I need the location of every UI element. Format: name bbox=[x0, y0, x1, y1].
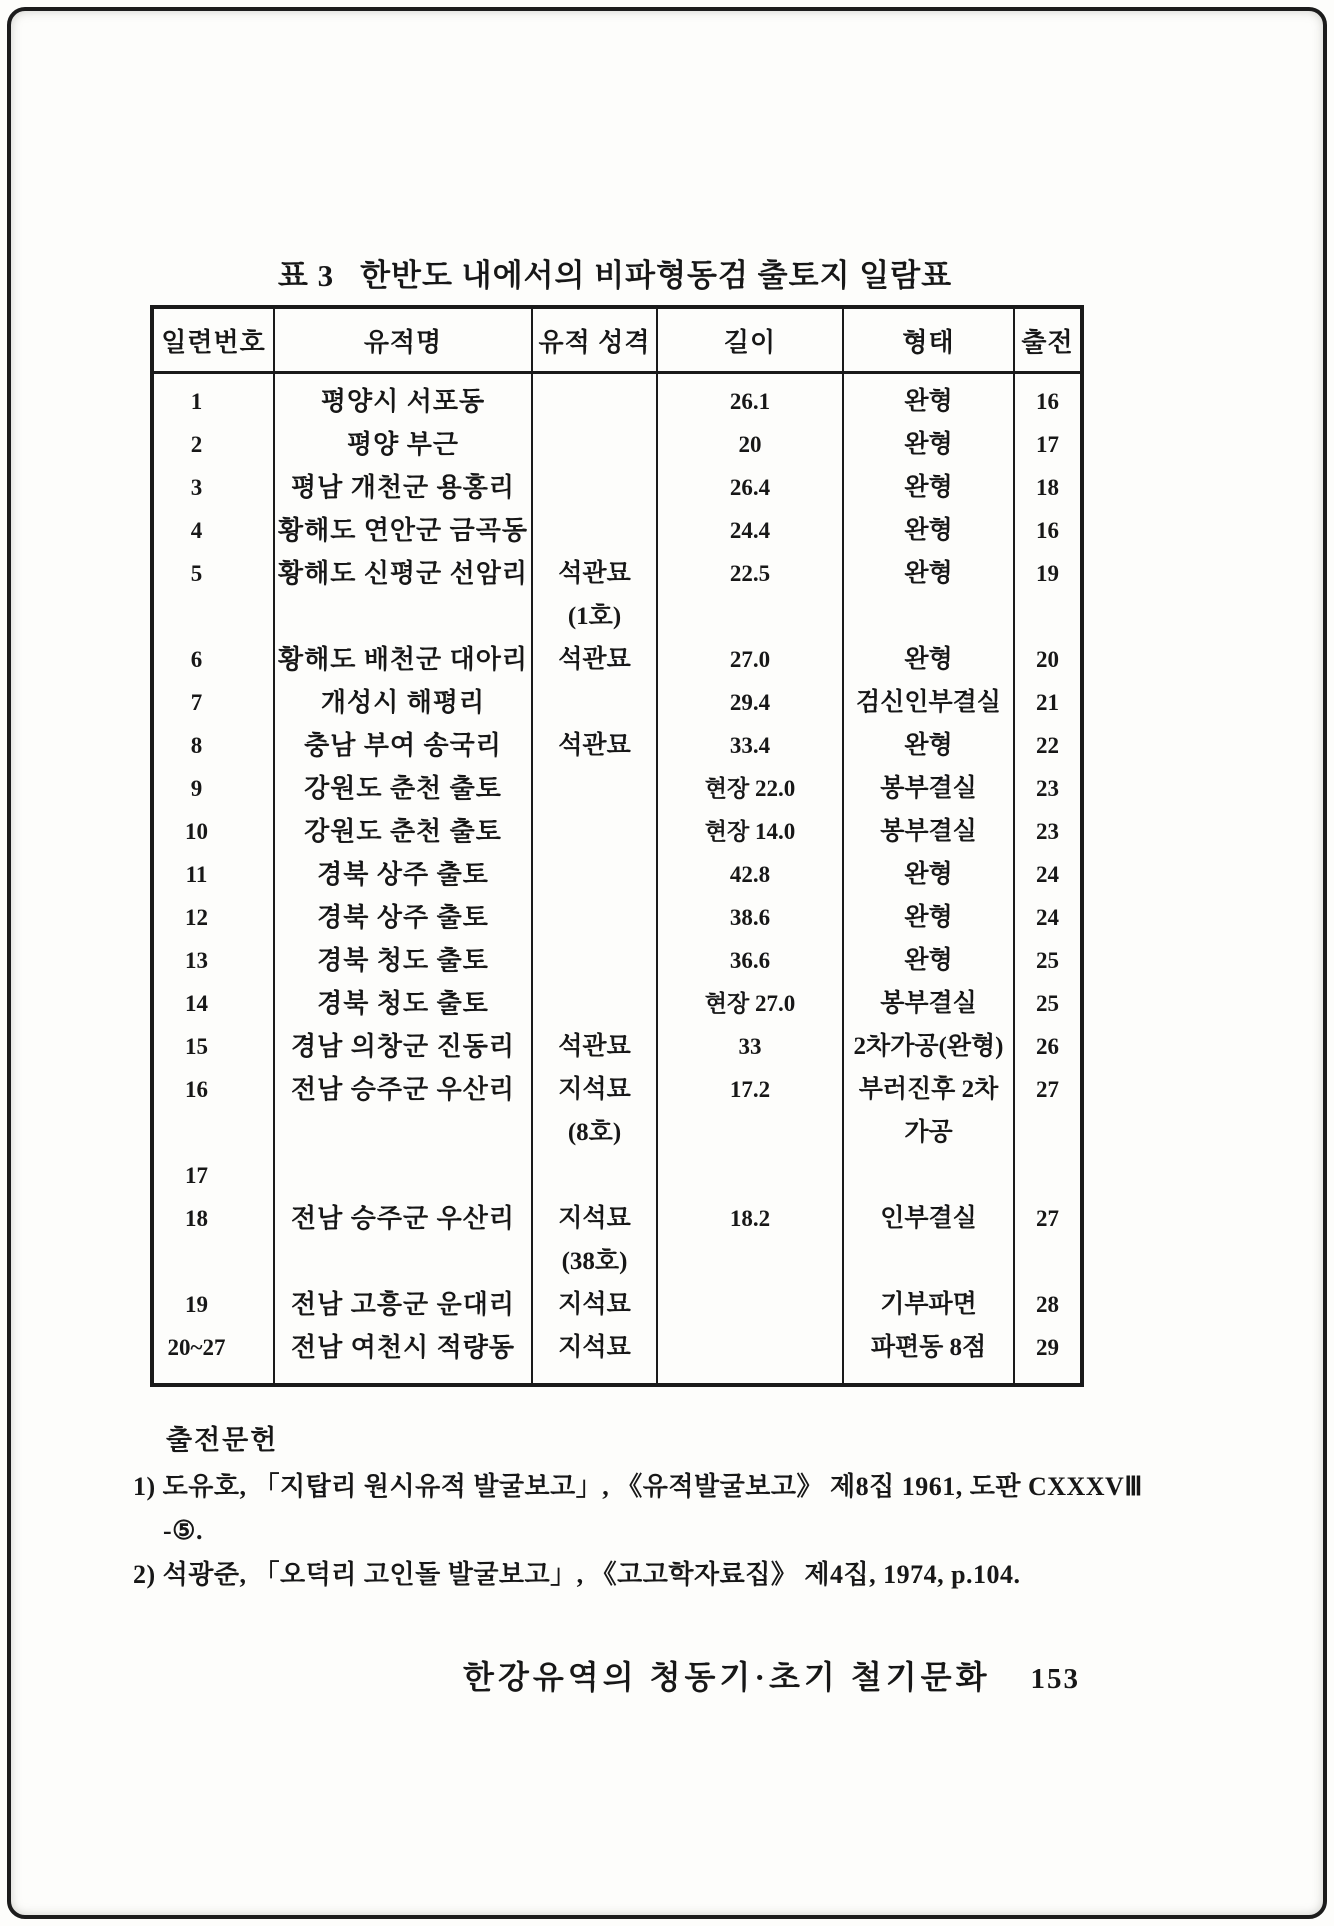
cell-source bbox=[1014, 1068, 1082, 1154]
cell-shape bbox=[843, 1068, 1014, 1154]
cell-source bbox=[1014, 423, 1082, 466]
cell-character bbox=[532, 853, 657, 896]
table-row bbox=[152, 724, 1082, 767]
cell-line: 19 bbox=[1036, 561, 1059, 586]
table-row bbox=[152, 1025, 1082, 1068]
cell-shape bbox=[843, 1197, 1014, 1283]
cell-line bbox=[658, 1154, 842, 1197]
cell-source bbox=[1014, 853, 1082, 896]
cell-line: 완형 bbox=[904, 517, 953, 544]
cell-no bbox=[152, 1197, 274, 1283]
cell-line: 황해도 신평군 선암리 bbox=[277, 559, 529, 588]
cell-line: 17.2 bbox=[729, 1077, 771, 1102]
cell-line: 완형 bbox=[904, 388, 953, 415]
cell-no bbox=[152, 466, 274, 509]
cell-no bbox=[152, 373, 274, 424]
cell-line: 파편동 8점 bbox=[870, 1334, 987, 1361]
cell-no bbox=[152, 423, 274, 466]
cell-line bbox=[275, 1111, 531, 1154]
cell-line: 충남 부여 송국리 bbox=[304, 731, 502, 760]
cell-shape bbox=[843, 1283, 1014, 1326]
page-footer bbox=[150, 1652, 1080, 1698]
cell-line: 기부파면 bbox=[880, 1291, 977, 1318]
cell-line: 29 bbox=[1036, 1335, 1059, 1360]
cell-shape bbox=[843, 982, 1014, 1025]
cell-site bbox=[274, 896, 532, 939]
cell-line bbox=[1015, 595, 1080, 638]
table-row bbox=[152, 423, 1082, 466]
cell-line bbox=[533, 466, 656, 509]
cell-line: 4 bbox=[190, 518, 203, 543]
cell-length bbox=[657, 423, 843, 466]
table-row bbox=[152, 810, 1082, 853]
table-header bbox=[152, 307, 1082, 373]
cell-character bbox=[532, 767, 657, 810]
table-title bbox=[150, 250, 1080, 295]
cell-shape bbox=[843, 939, 1014, 982]
cell-line: 11 bbox=[185, 862, 208, 887]
cell-character bbox=[532, 1283, 657, 1326]
cell-line: 석관묘 bbox=[558, 560, 631, 587]
cell-line: 완형 bbox=[904, 474, 953, 501]
cell-no bbox=[152, 509, 274, 552]
cell-line: 2차가공(완형) bbox=[853, 1033, 1004, 1060]
cell-line: 검신인부결실 bbox=[856, 689, 1001, 716]
cell-length bbox=[657, 1197, 843, 1283]
table-body bbox=[152, 373, 1082, 1386]
cell-character bbox=[532, 466, 657, 509]
cell-character bbox=[532, 638, 657, 681]
cell-line: 경북 청도 출토 bbox=[317, 989, 489, 1018]
cell-length bbox=[657, 1326, 843, 1385]
cell-site bbox=[274, 1283, 532, 1326]
column-header: 길이 bbox=[657, 307, 843, 373]
cell-source bbox=[1014, 810, 1082, 853]
running-title: 한강유역의 청동기·초기 철기문화 bbox=[463, 1659, 991, 1695]
cell-line: 8 bbox=[190, 733, 203, 758]
cell-site bbox=[274, 509, 532, 552]
cell-line: 전남 고흥군 운대리 bbox=[291, 1290, 515, 1319]
cell-line: 완형 bbox=[904, 646, 953, 673]
cell-line bbox=[658, 1240, 842, 1283]
cell-shape bbox=[843, 638, 1014, 681]
cell-length bbox=[657, 853, 843, 896]
cell-character bbox=[532, 1154, 657, 1197]
cell-line: 6 bbox=[190, 647, 203, 672]
cell-line: 강원도 춘천 출토 bbox=[304, 774, 502, 803]
cell-line bbox=[533, 896, 656, 939]
cell-line: 17 bbox=[1036, 432, 1059, 457]
cell-no bbox=[152, 1154, 274, 1197]
cell-no bbox=[152, 982, 274, 1025]
cell-source bbox=[1014, 681, 1082, 724]
references-heading: 출전문헌 bbox=[166, 1425, 279, 1455]
cell-line bbox=[844, 595, 1013, 638]
cell-line: 24 bbox=[1036, 905, 1059, 930]
cell-line: 22 bbox=[1036, 733, 1059, 758]
cell-site bbox=[274, 982, 532, 1025]
cell-site bbox=[274, 767, 532, 810]
cell-length bbox=[657, 939, 843, 982]
cell-line: 33.4 bbox=[729, 733, 771, 758]
cell-line: 26 bbox=[1036, 1034, 1059, 1059]
cell-site bbox=[274, 724, 532, 767]
cell-line: 경남 의창군 진동리 bbox=[291, 1032, 515, 1061]
cell-shape bbox=[843, 373, 1014, 424]
cell-site bbox=[274, 1068, 532, 1154]
cell-shape bbox=[843, 724, 1014, 767]
cell-no bbox=[152, 1068, 274, 1154]
cell-line: 전남 승주군 우산리 bbox=[291, 1204, 515, 1233]
cell-no bbox=[152, 552, 274, 638]
cell-no bbox=[152, 853, 274, 896]
cell-line: (8호) bbox=[567, 1119, 622, 1146]
page-number: 153 bbox=[1030, 1663, 1080, 1695]
cell-line: 부러진후 2차 bbox=[858, 1076, 999, 1103]
cell-length bbox=[657, 1025, 843, 1068]
cell-line: 38.6 bbox=[729, 905, 771, 930]
cell-source bbox=[1014, 939, 1082, 982]
cell-line: 경북 상주 출토 bbox=[317, 903, 489, 932]
cell-line: 9 bbox=[190, 776, 203, 801]
cell-line: 석관묘 bbox=[558, 646, 631, 673]
cell-length bbox=[657, 767, 843, 810]
cell-source bbox=[1014, 1154, 1082, 1197]
cell-line: 완형 bbox=[904, 431, 953, 458]
cell-line: 전남 여천시 적량동 bbox=[291, 1333, 515, 1362]
cell-site bbox=[274, 373, 532, 424]
cell-line bbox=[533, 380, 656, 423]
cell-line: 경북 청도 출토 bbox=[317, 946, 489, 975]
cell-length bbox=[657, 982, 843, 1025]
cell-line: 18 bbox=[185, 1206, 208, 1231]
cell-length bbox=[657, 1154, 843, 1197]
table-row bbox=[152, 896, 1082, 939]
cell-line: 20 bbox=[1036, 647, 1059, 672]
cell-length bbox=[657, 1068, 843, 1154]
cell-source bbox=[1014, 466, 1082, 509]
cell-line: 17 bbox=[185, 1163, 208, 1188]
cell-line: 경북 상주 출토 bbox=[317, 860, 489, 889]
cell-line: 황해도 연안군 금곡동 bbox=[277, 516, 529, 545]
cell-line: 24.4 bbox=[729, 518, 771, 543]
cell-no bbox=[152, 896, 274, 939]
cell-line bbox=[658, 595, 842, 638]
cell-length bbox=[657, 509, 843, 552]
cell-line: 가공 bbox=[904, 1119, 953, 1146]
cell-line: 현장 27.0 bbox=[704, 991, 796, 1016]
cell-line: 22.5 bbox=[729, 561, 771, 586]
cell-length bbox=[657, 373, 843, 424]
cell-line: 16 bbox=[185, 1077, 208, 1102]
cell-line: 2 bbox=[190, 432, 203, 457]
cell-line bbox=[1015, 1154, 1080, 1197]
cell-line bbox=[844, 1154, 1013, 1197]
reference-line: -⑤. bbox=[163, 1516, 203, 1545]
cell-shape bbox=[843, 853, 1014, 896]
cell-line: 지석묘 bbox=[558, 1334, 631, 1361]
column-header: 형태 bbox=[843, 307, 1014, 373]
table-row bbox=[152, 982, 1082, 1025]
cell-line: 16 bbox=[1036, 389, 1059, 414]
cell-line: 지석묘 bbox=[558, 1205, 631, 1232]
table-title-text: 한반도 내에서의 비파형동검 출토지 일람표 bbox=[360, 258, 953, 293]
cell-line: 21 bbox=[1036, 690, 1059, 715]
cell-line: 23 bbox=[1036, 776, 1059, 801]
cell-source bbox=[1014, 1326, 1082, 1385]
cell-source bbox=[1014, 1283, 1082, 1326]
cell-character bbox=[532, 896, 657, 939]
cell-line bbox=[844, 1240, 1013, 1283]
cell-character bbox=[532, 1068, 657, 1154]
cell-line bbox=[658, 1111, 842, 1154]
table-row bbox=[152, 1068, 1082, 1154]
cell-character bbox=[532, 373, 657, 424]
cell-line bbox=[1015, 1111, 1080, 1154]
cell-line: 26.4 bbox=[729, 475, 771, 500]
cell-shape bbox=[843, 810, 1014, 853]
cell-source bbox=[1014, 767, 1082, 810]
table-row bbox=[152, 466, 1082, 509]
cell-no bbox=[152, 681, 274, 724]
table-row bbox=[152, 1154, 1082, 1197]
cell-character bbox=[532, 982, 657, 1025]
cell-line bbox=[658, 1283, 842, 1326]
cell-site bbox=[274, 423, 532, 466]
cell-length bbox=[657, 896, 843, 939]
cell-site bbox=[274, 681, 532, 724]
cell-line: 강원도 춘천 출토 bbox=[304, 817, 502, 846]
cell-line bbox=[533, 681, 656, 724]
cell-no bbox=[152, 724, 274, 767]
cell-shape bbox=[843, 1025, 1014, 1068]
cell-line: 완형 bbox=[904, 560, 953, 587]
cell-character bbox=[532, 552, 657, 638]
cell-line: (1호) bbox=[567, 603, 622, 630]
cell-source bbox=[1014, 552, 1082, 638]
cell-line bbox=[154, 1111, 273, 1154]
cell-no bbox=[152, 810, 274, 853]
cell-line: 인부결실 bbox=[880, 1205, 977, 1232]
cell-line: 24 bbox=[1036, 862, 1059, 887]
cell-length bbox=[657, 552, 843, 638]
cell-line: 18 bbox=[1036, 475, 1059, 500]
cell-site bbox=[274, 466, 532, 509]
cell-line: 18.2 bbox=[729, 1206, 771, 1231]
table-row bbox=[152, 939, 1082, 982]
cell-line: 평양시 서포동 bbox=[320, 387, 486, 416]
cell-line: 10 bbox=[185, 819, 208, 844]
cell-length bbox=[657, 681, 843, 724]
cell-line: 현장 22.0 bbox=[704, 776, 796, 801]
cell-line bbox=[1015, 1240, 1080, 1283]
cell-source bbox=[1014, 638, 1082, 681]
cell-line: 평양 부근 bbox=[347, 430, 459, 459]
cell-line: 25 bbox=[1036, 991, 1059, 1016]
table-row bbox=[152, 853, 1082, 896]
cell-character bbox=[532, 810, 657, 853]
cell-line: 전남 승주군 우산리 bbox=[291, 1075, 515, 1104]
cell-character bbox=[532, 1326, 657, 1385]
cell-character bbox=[532, 1025, 657, 1068]
cell-line bbox=[533, 810, 656, 853]
cell-site bbox=[274, 1154, 532, 1197]
cell-line: 현장 14.0 bbox=[704, 819, 796, 844]
cell-length bbox=[657, 638, 843, 681]
table-number-label: 표 3 bbox=[277, 258, 335, 293]
cell-line: 완형 bbox=[904, 904, 953, 931]
cell-line bbox=[533, 767, 656, 810]
cell-no bbox=[152, 767, 274, 810]
cell-line bbox=[533, 939, 656, 982]
cell-shape bbox=[843, 552, 1014, 638]
cell-line: 1 bbox=[190, 389, 203, 414]
cell-source bbox=[1014, 724, 1082, 767]
cell-line: 20 bbox=[738, 432, 762, 457]
cell-line: 36.6 bbox=[729, 948, 771, 973]
cell-shape bbox=[843, 896, 1014, 939]
cell-site bbox=[274, 810, 532, 853]
cell-character bbox=[532, 681, 657, 724]
cell-line: 석관묘 bbox=[558, 1033, 631, 1060]
cell-line: 봉부결실 bbox=[880, 775, 977, 802]
cell-line bbox=[533, 423, 656, 466]
cell-shape bbox=[843, 681, 1014, 724]
references-section bbox=[133, 1465, 1143, 1597]
cell-no bbox=[152, 939, 274, 982]
cell-site bbox=[274, 638, 532, 681]
cell-no bbox=[152, 1283, 274, 1326]
column-header: 출전 bbox=[1014, 307, 1082, 373]
column-header: 유적 성격 bbox=[532, 307, 657, 373]
reference-line: 1) 도유호, 「지탑리 원시유적 발굴보고」, 《유적발굴보고》 제8집 1961, 도판 CXXXVⅢ bbox=[133, 1472, 1143, 1501]
cell-line: 지석묘 bbox=[558, 1076, 631, 1103]
table-row bbox=[152, 552, 1082, 638]
cell-line: 19 bbox=[185, 1292, 208, 1317]
cell-line: 지석묘 bbox=[558, 1291, 631, 1318]
cell-character bbox=[532, 939, 657, 982]
cell-line bbox=[533, 1154, 656, 1197]
cell-length bbox=[657, 466, 843, 509]
cell-line: 7 bbox=[190, 690, 203, 715]
cell-no bbox=[152, 1025, 274, 1068]
cell-line: 봉부결실 bbox=[880, 990, 977, 1017]
cell-line: 27.0 bbox=[729, 647, 771, 672]
cell-character bbox=[532, 724, 657, 767]
cell-line bbox=[275, 595, 531, 638]
table-row bbox=[152, 373, 1082, 424]
cell-shape bbox=[843, 466, 1014, 509]
table-header-row bbox=[152, 307, 1082, 373]
cell-source bbox=[1014, 1025, 1082, 1068]
cell-line: 28 bbox=[1036, 1292, 1059, 1317]
cell-shape bbox=[843, 1326, 1014, 1385]
cell-source bbox=[1014, 1197, 1082, 1283]
table-row bbox=[152, 1197, 1082, 1283]
table-row bbox=[152, 509, 1082, 552]
cell-site bbox=[274, 939, 532, 982]
cell-line bbox=[275, 1154, 531, 1197]
cell-site bbox=[274, 1197, 532, 1283]
cell-line: 42.8 bbox=[729, 862, 771, 887]
cell-line: 15 bbox=[185, 1034, 208, 1059]
cell-line: 25 bbox=[1036, 948, 1059, 973]
cell-line: 12 bbox=[185, 905, 208, 930]
cell-line: 석관묘 bbox=[558, 732, 631, 759]
cell-source bbox=[1014, 896, 1082, 939]
cell-line: (38호) bbox=[561, 1248, 628, 1275]
cell-line: 개성시 해평리 bbox=[320, 688, 486, 717]
cell-line: 26.1 bbox=[729, 389, 771, 414]
cell-line: 27 bbox=[1036, 1077, 1059, 1102]
cell-line bbox=[533, 853, 656, 896]
cell-line: 완형 bbox=[904, 947, 953, 974]
cell-shape bbox=[843, 767, 1014, 810]
cell-line: 봉부결실 bbox=[880, 818, 977, 845]
cell-source bbox=[1014, 982, 1082, 1025]
cell-line: 황해도 배천군 대아리 bbox=[277, 645, 529, 674]
cell-line bbox=[275, 1240, 531, 1283]
cell-site bbox=[274, 1326, 532, 1385]
cell-site bbox=[274, 552, 532, 638]
cell-line: 13 bbox=[185, 948, 208, 973]
cell-site bbox=[274, 1025, 532, 1068]
table-row bbox=[152, 1326, 1082, 1385]
cell-source bbox=[1014, 509, 1082, 552]
cell-line: 29.4 bbox=[729, 690, 771, 715]
cell-no bbox=[152, 638, 274, 681]
cell-source bbox=[1014, 373, 1082, 424]
cell-line: 23 bbox=[1036, 819, 1059, 844]
cell-line: 완형 bbox=[904, 732, 953, 759]
cell-shape bbox=[843, 1154, 1014, 1197]
column-header: 유적명 bbox=[274, 307, 532, 373]
cell-length bbox=[657, 724, 843, 767]
cell-line: 20~27 bbox=[167, 1335, 226, 1360]
reference-line: 2) 석광준, 「오덕리 고인돌 발굴보고」, 《고고학자료집》 제4집, 1974, p.104. bbox=[133, 1560, 1021, 1589]
cell-line: 평남 개천군 용홍리 bbox=[291, 473, 515, 502]
cell-site bbox=[274, 853, 532, 896]
cell-no bbox=[152, 1326, 274, 1385]
bronze-dagger-sites-table bbox=[150, 305, 1084, 1387]
cell-line bbox=[154, 595, 273, 638]
cell-shape bbox=[843, 423, 1014, 466]
cell-line bbox=[154, 1240, 273, 1283]
table-row bbox=[152, 681, 1082, 724]
cell-line bbox=[658, 1326, 842, 1369]
cell-line: 5 bbox=[190, 561, 203, 586]
table-row bbox=[152, 638, 1082, 681]
cell-line: 3 bbox=[190, 475, 203, 500]
cell-line: 완형 bbox=[904, 861, 953, 888]
cell-length bbox=[657, 810, 843, 853]
cell-line: 33 bbox=[738, 1034, 762, 1059]
cell-line bbox=[533, 509, 656, 552]
cell-character bbox=[532, 423, 657, 466]
cell-length bbox=[657, 1283, 843, 1326]
cell-line: 14 bbox=[185, 991, 208, 1016]
column-header: 일련번호 bbox=[152, 307, 274, 373]
table-row bbox=[152, 1283, 1082, 1326]
cell-character bbox=[532, 1197, 657, 1283]
cell-line: 27 bbox=[1036, 1206, 1059, 1231]
cell-line: 16 bbox=[1036, 518, 1059, 543]
cell-character bbox=[532, 509, 657, 552]
cell-shape bbox=[843, 509, 1014, 552]
cell-line bbox=[533, 982, 656, 1025]
table-row bbox=[152, 767, 1082, 810]
